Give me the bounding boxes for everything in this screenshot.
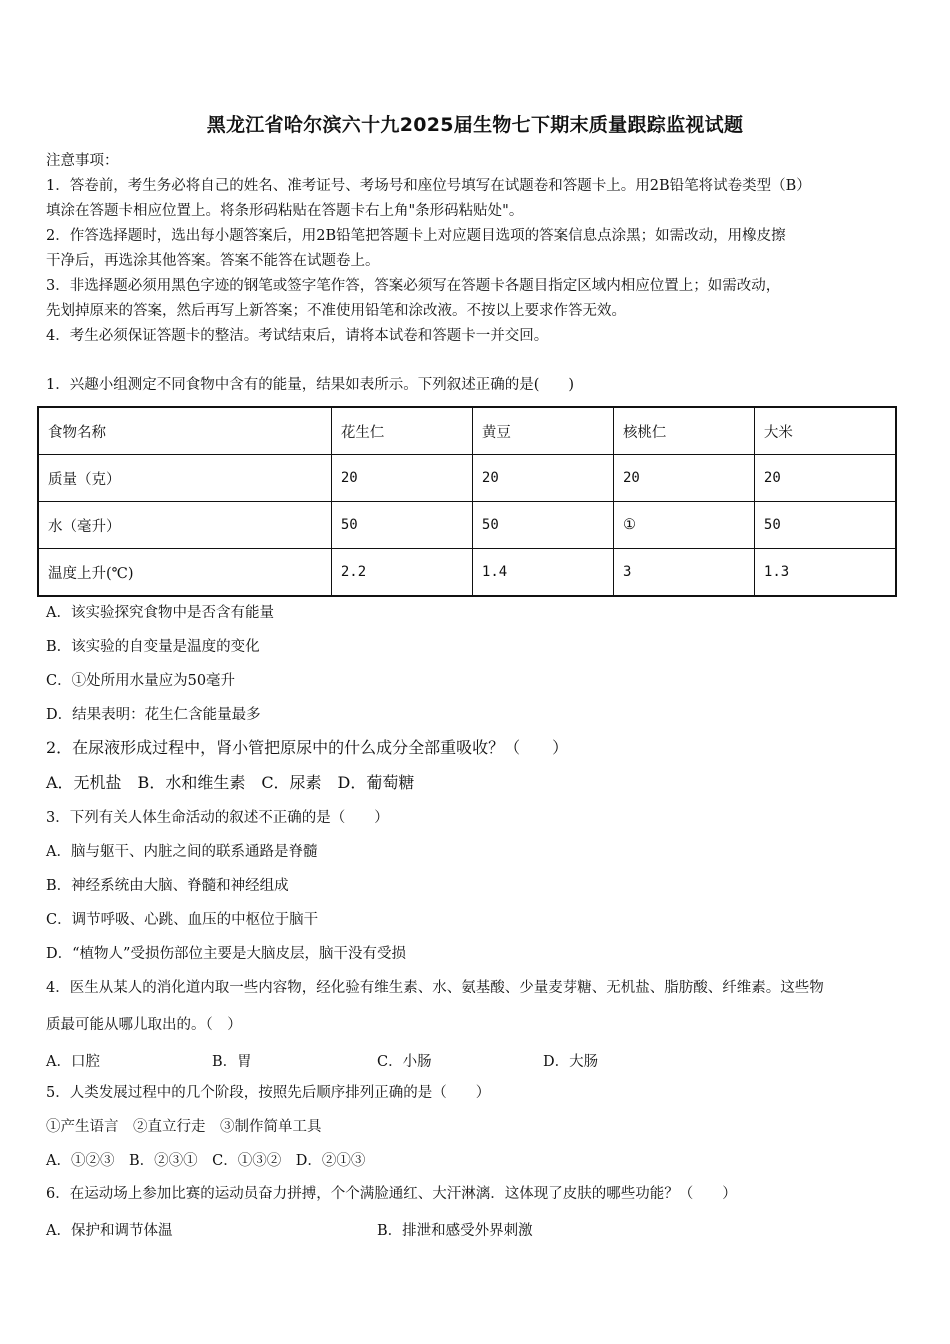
food-energy-table bbox=[37, 406, 897, 597]
q6-option-b: B．排泄和感受外界刺激 bbox=[377, 1223, 533, 1239]
page-title: 黑龙江省哈尔滨六十九2025届生物七下期末质量跟踪监视试题 bbox=[206, 114, 744, 136]
table-header-cell: 核桃仁 bbox=[613, 407, 754, 455]
table-cell: 水（毫升） bbox=[38, 502, 331, 549]
table-header-cell: 花生仁 bbox=[331, 407, 472, 455]
table-row bbox=[38, 549, 896, 597]
table-row bbox=[38, 455, 896, 502]
q3-option-b: B．神经系统由大脑、脊髓和神经组成 bbox=[46, 878, 289, 894]
q1-option-b: B．该实验的自变量是温度的变化 bbox=[46, 639, 260, 655]
table-cell: 1.4 bbox=[472, 549, 613, 597]
q4-option-d: D．大肠 bbox=[543, 1054, 599, 1070]
q2-options: A．无机盐 B．水和维生素 C．尿素 D．葡萄糖 bbox=[46, 773, 415, 792]
table-cell: 20 bbox=[472, 455, 613, 502]
q4-option-b: B．胃 bbox=[212, 1054, 252, 1070]
table-cell: 1.3 bbox=[754, 549, 896, 597]
notice-line: 干净后，再选涂其他答案。答案不能答在试题卷上。 bbox=[46, 253, 380, 269]
notice-line: 4．考生必须保证答题卡的整洁。考试结束后，请将本试卷和答题卡一并交回。 bbox=[46, 328, 549, 344]
table-cell: 50 bbox=[472, 502, 613, 549]
q1-option-c: C．①处所用水量应为50毫升 bbox=[46, 673, 236, 689]
table-header-cell: 大米 bbox=[754, 407, 896, 455]
notice-line: 3．非选择题必须用黑色字迹的钢笔或签字笔作答，答案必须写在答题卡各题目指定区域内相应位置上；如需改动， bbox=[46, 278, 781, 294]
notice-line: 2．作答选择题时，选出每小题答案后，用2B铅笔把答题卡上对应题目选项的答案信息点涂黑；如需改动，用橡皮擦 bbox=[46, 228, 786, 244]
q6-stem: 6．在运动场上参加比赛的运动员奋力拼搏，个个满脸通红、大汗淋漓．这体现了皮肤的哪些功能？（ ） bbox=[46, 1186, 737, 1202]
table-cell: 2.2 bbox=[331, 549, 472, 597]
table-cell: 20 bbox=[754, 455, 896, 502]
table-header-cell: 黄豆 bbox=[472, 407, 613, 455]
q5-options: A．①②③ B．②③① C．①③② D．②①③ bbox=[46, 1153, 366, 1169]
notice-line: 1．答卷前，考生务必将自己的姓名、准考证号、考场号和座位号填写在试题卷和答题卡上。用2B铅笔将试卷类型（B） bbox=[46, 178, 811, 194]
table-cell: 50 bbox=[754, 502, 896, 549]
q1-option-a: A．该实验探究食物中是否含有能量 bbox=[46, 605, 274, 621]
q3-option-a: A．脑与躯干、内脏之间的联系通路是脊髓 bbox=[46, 844, 318, 860]
q1-option-d: D．结果表明：花生仁含能量最多 bbox=[46, 707, 261, 723]
table-cell: 20 bbox=[331, 455, 472, 502]
table-cell: 50 bbox=[331, 502, 472, 549]
q3-option-c: C．调节呼吸、心跳、血压的中枢位于脑干 bbox=[46, 912, 319, 928]
table-header-cell: 食物名称 bbox=[38, 407, 331, 455]
q3-option-d: D．“植物人”受损伤部位主要是大脑皮层，脑干没有受损 bbox=[46, 946, 406, 962]
q6-option-a: A．保护和调节体温 bbox=[46, 1223, 173, 1239]
table-cell: 20 bbox=[613, 455, 754, 502]
table-row bbox=[38, 502, 896, 549]
table-header-row bbox=[38, 407, 896, 455]
table-cell: 质量（克） bbox=[38, 455, 331, 502]
notice-heading: 注意事项： bbox=[46, 153, 119, 169]
table-cell: 温度上升(℃) bbox=[38, 549, 331, 597]
notice-line: 先划掉原来的答案，然后再写上新答案；不准使用铅笔和涂改液。不按以上要求作答无效。 bbox=[46, 303, 626, 319]
q1-stem: 1．兴趣小组测定不同食物中含有的能量，结果如表所示。下列叙述正确的是( ) bbox=[46, 377, 575, 393]
q2-stem: 2．在尿液形成过程中，肾小管把原尿中的什么成分全部重吸收？（ ） bbox=[46, 738, 569, 757]
table-cell: ① bbox=[613, 502, 754, 549]
q4-stem: 4．医生从某人的消化道内取一些内容物，经化验有维生素、水、氨基酸、少量麦芽糖、无机盐、脂肪酸、纤维素。这些物 bbox=[46, 980, 824, 996]
q4-stem-continued: 质最可能从哪儿取出的。（ ） bbox=[46, 1017, 242, 1033]
q5-items: ①产生语言 ②直立行走 ③制作简单工具 bbox=[46, 1119, 322, 1135]
q4-option-a: A．口腔 bbox=[46, 1054, 100, 1070]
q5-stem: 5．人类发展过程中的几个阶段，按照先后顺序排列正确的是（ ） bbox=[46, 1085, 491, 1101]
notice-line: 填涂在答题卡相应位置上。将条形码粘贴在答题卡右上角"条形码粘贴处"。 bbox=[46, 203, 524, 219]
table-cell: 3 bbox=[613, 549, 754, 597]
q3-stem: 3．下列有关人体生命活动的叙述不正确的是（ ） bbox=[46, 810, 389, 826]
q4-option-c: C．小肠 bbox=[377, 1054, 432, 1070]
